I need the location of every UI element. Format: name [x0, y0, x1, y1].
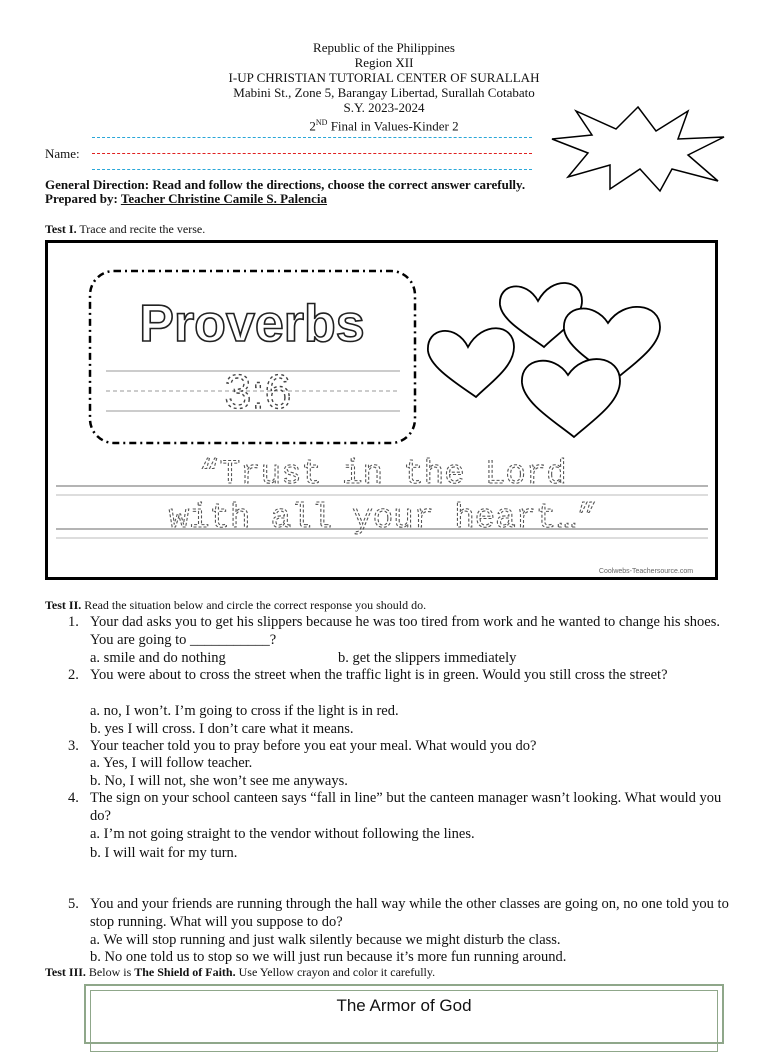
question-number: 5.: [68, 896, 79, 912]
question-number: 3.: [68, 738, 79, 754]
worksheet-credit: Coolwebs-Teachersource.com: [598, 568, 694, 575]
header-address: Mabini St., Zone 5, Barangay Libertad, Surallah Cotabato: [233, 85, 535, 100]
test2-heading: Test II. Read the situation below and circle the correct response you should do.: [45, 598, 427, 612]
header-school-name: I-UP CHRISTIAN TUTORIAL CENTER OF SURALLAH: [228, 70, 540, 85]
verse-line-1: “Trust in the Lord: [199, 456, 567, 494]
question-number: 1.: [68, 614, 79, 630]
question-text: You and your friends are running through the hall way while the other classes are going on, no one told you to stop running. What will you suppose to do?: [90, 896, 729, 930]
name-label: Name:: [45, 146, 80, 161]
proverbs-word: Proverbs: [139, 295, 365, 353]
q5-option-b[interactable]: b. No one told us to stop so we will just run because it’s more fun running around.: [90, 949, 567, 965]
general-direction: General Direction: Read and follow the directions, choose the correct answer carefully.: [45, 177, 526, 192]
test1-heading: Test I. Trace and recite the verse.: [45, 222, 206, 236]
question-text: Your teacher told you to pray before you eat your meal. What would you do?: [90, 738, 537, 754]
name-field[interactable]: [92, 153, 532, 154]
header-region: Region XII: [354, 55, 414, 70]
question-number: 4.: [68, 790, 79, 806]
question-text: You were about to cross the street when the traffic light is in green. Would you still cross the street?: [90, 667, 668, 683]
q1-option-a[interactable]: a. smile and do nothing: [90, 650, 226, 666]
question-text: Your dad asks you to get his slippers because he was too tired from work and he wanted to change his shoes. You are going to ___________?: [90, 614, 720, 648]
tracing-worksheet: [45, 240, 718, 580]
question-text: The sign on your school canteen says “fall in line” but the canteen manager wasn’t looking. What would you do?: [90, 790, 722, 824]
armor-of-god-title: The Armor of God: [336, 996, 472, 1015]
q4-option-b[interactable]: b. I will wait for my turn.: [90, 845, 238, 861]
tracing-art: [48, 243, 715, 577]
q4-option-a[interactable]: a. I’m not going straight to the vendor without following the lines.: [90, 826, 475, 842]
name-line-top: [92, 137, 532, 138]
name-line-bottom: [92, 169, 532, 170]
heart-icon: [428, 283, 660, 437]
prepared-by: [45, 191, 327, 207]
verse-reference: 3:6: [224, 366, 292, 419]
q3-option-b[interactable]: b. No, I will not, she won’t see me anyways.: [90, 773, 348, 789]
header-school-year: S.Y. 2023-2024: [343, 100, 425, 115]
verse-line-2: with all your heart…”: [168, 500, 598, 538]
q1-option-b[interactable]: b. get the slippers immediately: [338, 650, 517, 666]
q2-option-b[interactable]: b. yes I will cross. I don’t care what it means.: [90, 721, 354, 737]
q2-option-a[interactable]: a. no, I won’t. I’m going to cross if the light is in red.: [90, 703, 399, 719]
q3-option-a[interactable]: a. Yes, I will follow teacher.: [90, 755, 253, 771]
q5-option-a[interactable]: a. We will stop running and just walk silently because we might disturb the class.: [90, 932, 561, 948]
armor-of-god-frame: [84, 984, 724, 1044]
test3-heading: Test III. Below is The Shield of Faith. Use Yellow crayon and color it carefully.: [45, 965, 436, 979]
header-exam-title: 2ND Final in Values-Kinder 2: [309, 118, 459, 134]
prepared-label: Prepared by:: [45, 191, 121, 206]
header-republic: Republic of the Philippines: [313, 40, 455, 55]
score-star-icon: [548, 103, 728, 193]
prepared-name: Teacher Christine Camile S. Palencia: [120, 191, 328, 206]
question-number: 2.: [68, 667, 79, 683]
